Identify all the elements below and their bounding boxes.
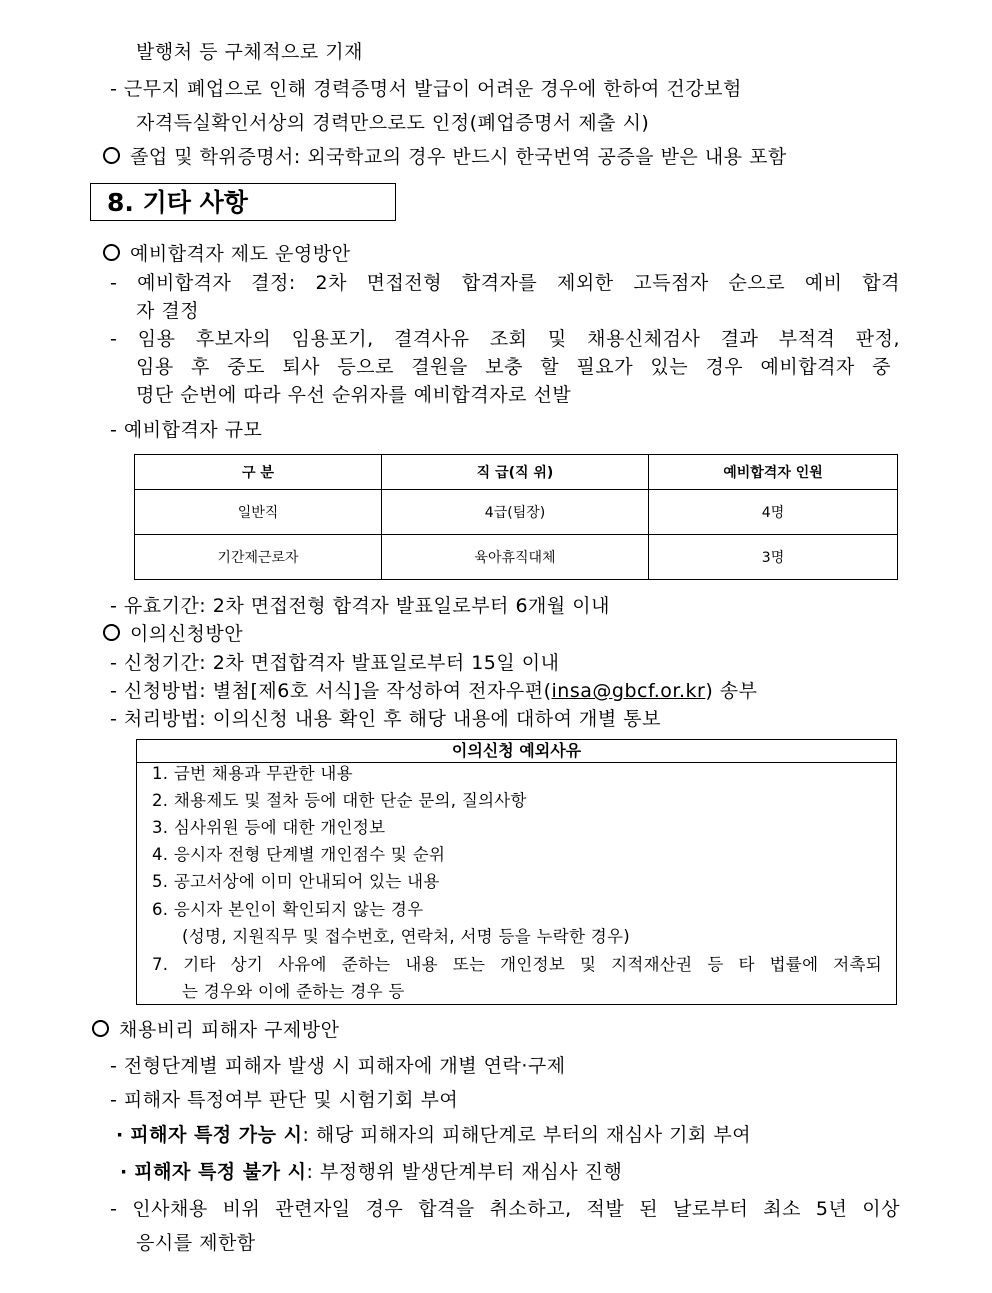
table-cell: 일반직 [135,490,382,535]
list-item: 7. 기타 상기 사유에 준하는 내용 또는 개인정보 및 지적재산권 등 타 법률에 저촉되 [152,955,882,974]
section-title: 8. 기타 사항 [107,188,248,217]
email-link[interactable]: insa@gbcf.or.kr [551,680,706,702]
table-header-cell: 예비합격자 인원 [649,455,898,490]
list-item: 1. 금번 채용과 무관한 내용 [152,764,353,783]
text-graduation-cert: 졸업 및 학위증명서: 외국학교의 경우 반드시 한국번역 공증을 받은 내용 포함 [103,144,787,170]
table-cell: 기간제근로자 [135,535,382,580]
text-remedy-possible: · 피해자 특정 가능 시: 해당 피해자의 피해단계로 부터의 재심사 기회 부여 [116,1124,752,1146]
circle-bullet-icon [103,244,120,261]
reserve-scale-table [134,454,898,580]
objection-heading: 이의신청방안 [103,621,243,647]
text-appoint-1: - 임용 후보자의 임용포기, 결격사유 조회 및 채용신체검사 결과 부적격 판정, [110,328,900,350]
text-remedy-judge: - 피해자 특정여부 판단 및 시험기회 부여 [110,1089,459,1111]
list-item: (성명, 지원직무 및 접수번호, 연락처, 서명 등을 누락한 경우) [182,927,630,946]
table-row [135,490,898,535]
text-issuer-detail: 발행처 등 구체적으로 기재 [136,41,364,63]
circle-bullet-icon [103,147,120,164]
remedy-heading: 채용비리 피해자 구제방안 [92,1017,339,1043]
text-remedy-cancel-cont: 응시를 제한함 [136,1232,256,1254]
text-objection-period: - 신청기간: 2차 면접합격자 발표일로부터 15일 이내 [110,652,560,674]
table-cell: 4명 [649,490,898,535]
reserve-heading: 예비합격자 제도 운영방안 [103,241,350,267]
table-row [135,535,898,580]
table-cell: 육아휴직대체 [382,535,649,580]
text-closed-workplace-cont: 자격득실확인서상의 경력만으로도 인정(폐업증명서 제출 시) [136,112,650,134]
table-cell: 3명 [649,535,898,580]
list-item: 3. 심사위원 등에 대한 개인정보 [152,818,386,837]
table-cell: 4급(팀장) [382,490,649,535]
text-appoint-2: 임용 후 중도 퇴사 등으로 결원을 보충 할 필요가 있는 경우 예비합격자 중 [136,356,891,378]
table-header-row [135,455,898,490]
list-item: 6. 응시자 본인이 확인되지 않는 경우 [152,900,424,919]
table-header-cell: 구 분 [135,455,382,490]
section-title-box [90,183,396,221]
text-reserve-scale: - 예비합격자 규모 [110,419,263,441]
text-validity: - 유효기간: 2차 면접전형 합격자 발표일로부터 6개월 이내 [110,595,611,617]
exceptions-title: 이의신청 예외사유 [137,740,896,763]
text-remedy-stage: - 전형단계별 피해자 발생 시 피해자에 개별 연락·구제 [110,1055,566,1077]
text-remedy-cancel: - 인사채용 비위 관련자일 경우 합격을 취소하고, 적발 된 날로부터 최소 5년 이상 [110,1198,900,1220]
text-reserve-decision: - 예비합격자 결정: 2차 면접전형 합격자를 제외한 고득점자 순으로 예비 합격 [110,272,900,294]
table-header-cell: 직 급(직 위) [382,455,649,490]
text-remedy-impossible: · 피해자 특정 불가 시: 부정행위 발생단계부터 재심사 진행 [120,1161,623,1183]
text-objection-method: - 신청방법: 별첨[제6호 서식]을 작성하여 전자우편(insa@gbcf.or.kr) 송부 [110,680,758,702]
circle-bullet-icon [103,624,120,641]
list-item: 4. 응시자 전형 단계별 개인점수 및 순위 [152,845,446,864]
text-reserve-decision-cont: 자 결정 [136,300,200,322]
text-objection-process: - 처리방법: 이의신청 내용 확인 후 해당 내용에 대하여 개별 통보 [110,708,662,730]
list-item: 5. 공고서상에 이미 안내되어 있는 내용 [152,872,440,891]
circle-bullet-icon [92,1020,109,1037]
text-closed-workplace: - 근무지 폐업으로 인해 경력증명서 발급이 어려운 경우에 한하여 건강보험 [110,78,742,100]
text-appoint-3: 명단 순번에 따라 우선 순위자를 예비합격자로 선발 [136,384,572,406]
objection-exceptions-box [136,739,897,1005]
list-item: 2. 채용제도 및 절차 등에 대한 단순 문의, 질의사항 [152,791,527,810]
list-item: 는 경우와 이에 준하는 경우 등 [182,982,405,1001]
